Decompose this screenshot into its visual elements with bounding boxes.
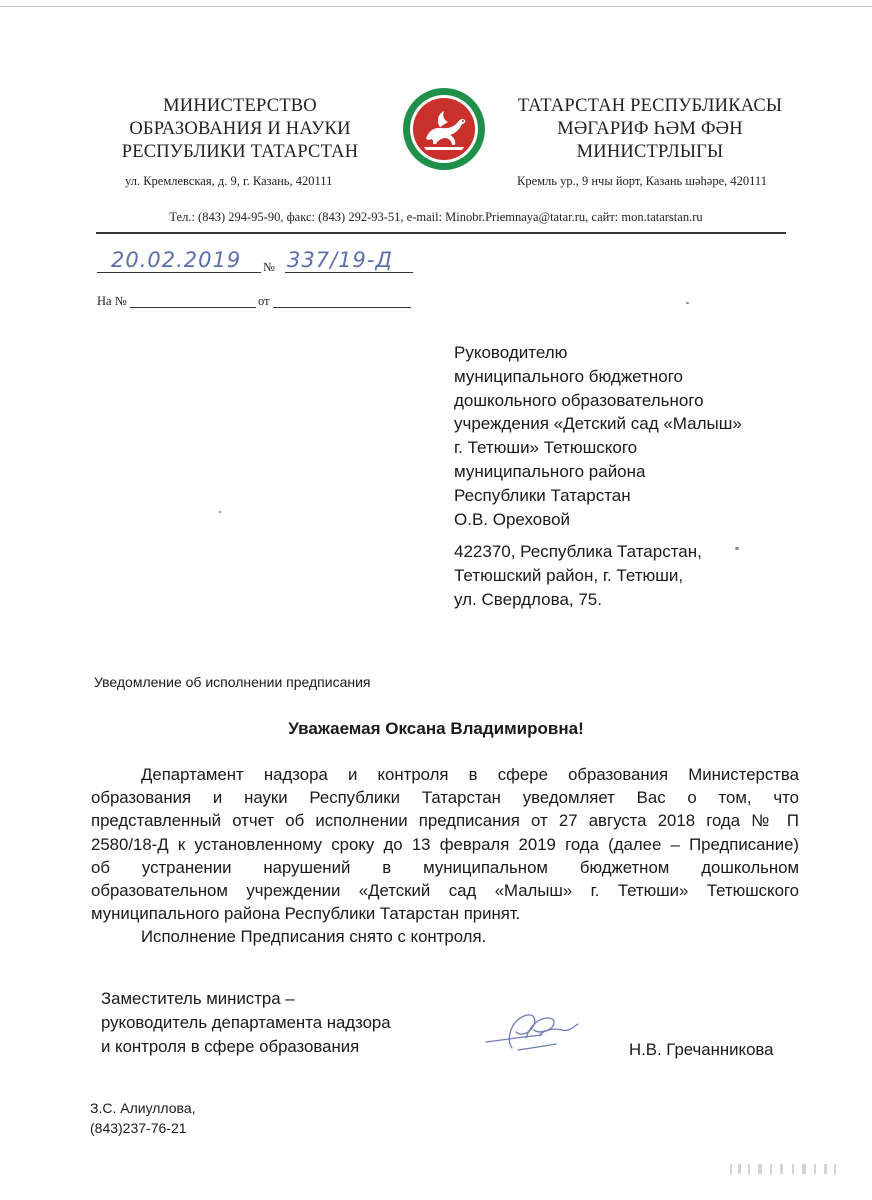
recipient-address-line: 422370, Республика Татарстан,: [454, 542, 702, 561]
scan-barcode-mark: [730, 1162, 840, 1176]
header-left-ministry-ru: [95, 95, 385, 164]
body-line: образовательном учреждении «Детский сад «Малыш» г. Тетюши» Тетюшского: [91, 881, 799, 901]
signatory-name: Н.В. Гречанникова: [629, 1040, 774, 1059]
scan-top-edge: [0, 6, 872, 7]
reference-date-blank: [273, 307, 411, 308]
coat-of-arms-tatarstan-icon: [402, 87, 486, 171]
recipient-address-line: ул. Свердлова, 75.: [454, 589, 602, 609]
reference-number-label: На №: [97, 294, 127, 308]
date-underline: [97, 272, 261, 273]
registration-line: [97, 248, 427, 278]
header-right-ministry-tt: [505, 95, 795, 164]
recipient-line: муниципального района: [454, 461, 646, 481]
header-left-address: ул. Кремлевская, д. 9, г. Казань, 420111: [125, 174, 333, 188]
registration-date: 20.02.2019: [111, 248, 242, 272]
scan-speck: [686, 302, 689, 304]
header-right-address: Кремль ур., 9 нчы йорт, Казань шәһәре, 420111: [517, 174, 767, 188]
header-left-line: ОБРАЗОВАНИЯ И НАУКИ: [129, 119, 351, 139]
signatory-title: [101, 987, 391, 1059]
handwritten-signature-icon: [482, 1004, 594, 1056]
recipient-line: Республики Татарстан: [454, 485, 631, 505]
body-line: 2580/18-Д к установленному сроку до 13 февраля 2019 года (далее – Предписание): [91, 834, 799, 854]
signatory-title-line: и контроля в сфере образования: [101, 1037, 360, 1056]
reference-line: [97, 294, 417, 312]
header-left-line: РЕСПУБЛИКИ ТАТАРСТАН: [121, 142, 359, 162]
signatory-title-line: руководитель департамента надзора: [101, 1013, 391, 1032]
recipient-line: учреждения «Детский сад «Малыш»: [454, 414, 742, 434]
header-left-line: МИНИСТЕРСТВО: [163, 96, 317, 116]
executor-phone: (843)237-76-21: [90, 1120, 187, 1136]
registration-number: 337/19-Д: [287, 248, 393, 272]
executor-name: З.С. Алиуллова,: [90, 1100, 196, 1116]
recipient-block: [454, 341, 742, 531]
reference-number-blank: [130, 307, 256, 308]
body-line: Департамент надзора и контроля в сфере образования Министерства: [141, 765, 799, 784]
salutation: Уважаемая Оксана Владимировна!: [288, 719, 584, 738]
number-underline: [285, 272, 413, 273]
body-line: Исполнение Предписания снято с контроля.: [141, 927, 487, 947]
header-contacts: Тел.: (843) 294-95-90, факс: (843) 292-93-51, e-mail: Minobr.Priemnaya@tatar.ru, сайт: mon.tatarstan.ru: [169, 210, 703, 224]
header-right-line: МӘГАРИФ ҺӘМ ФӘН: [557, 119, 743, 139]
letter-body: [91, 763, 799, 949]
reference-date-label: от: [258, 294, 270, 308]
number-sign: №: [263, 260, 275, 274]
signatory-title-line: Заместитель министра –: [101, 989, 295, 1008]
scan-speck: [735, 547, 739, 550]
recipient-line: О.В. Ореховой: [454, 509, 571, 529]
recipient-line: г. Тетюши» Тетюшского: [454, 438, 638, 458]
executor-block: [90, 1098, 196, 1138]
recipient-line: Руководителю: [454, 343, 568, 362]
recipient-line: муниципального бюджетного: [454, 366, 683, 386]
scan-speck: [219, 511, 221, 513]
body-line: об устранении нарушений в муниципальном бюджетном дошкольном: [91, 857, 799, 877]
header-divider: [96, 232, 786, 234]
recipient-address: [454, 540, 702, 611]
header-right-line: ТАТАРСТАН РЕСПУБЛИКАСЫ: [517, 96, 783, 116]
body-line: образования и науки Республики Татарстан уведомляет Вас о том, что: [91, 788, 799, 808]
recipient-address-line: Тетюшский район, г. Тетюши,: [454, 565, 684, 585]
recipient-line: дошкольного образовательного: [454, 390, 704, 410]
body-line: представленный отчет об исполнении предписания от 27 августа 2018 года № П: [91, 811, 799, 831]
letter-subject: Уведомление об исполнении предписания: [94, 674, 371, 690]
body-line: муниципального района Республики Татарстан принят.: [91, 904, 521, 924]
header-right-line: МИНИСТРЛЫГЫ: [576, 142, 724, 162]
